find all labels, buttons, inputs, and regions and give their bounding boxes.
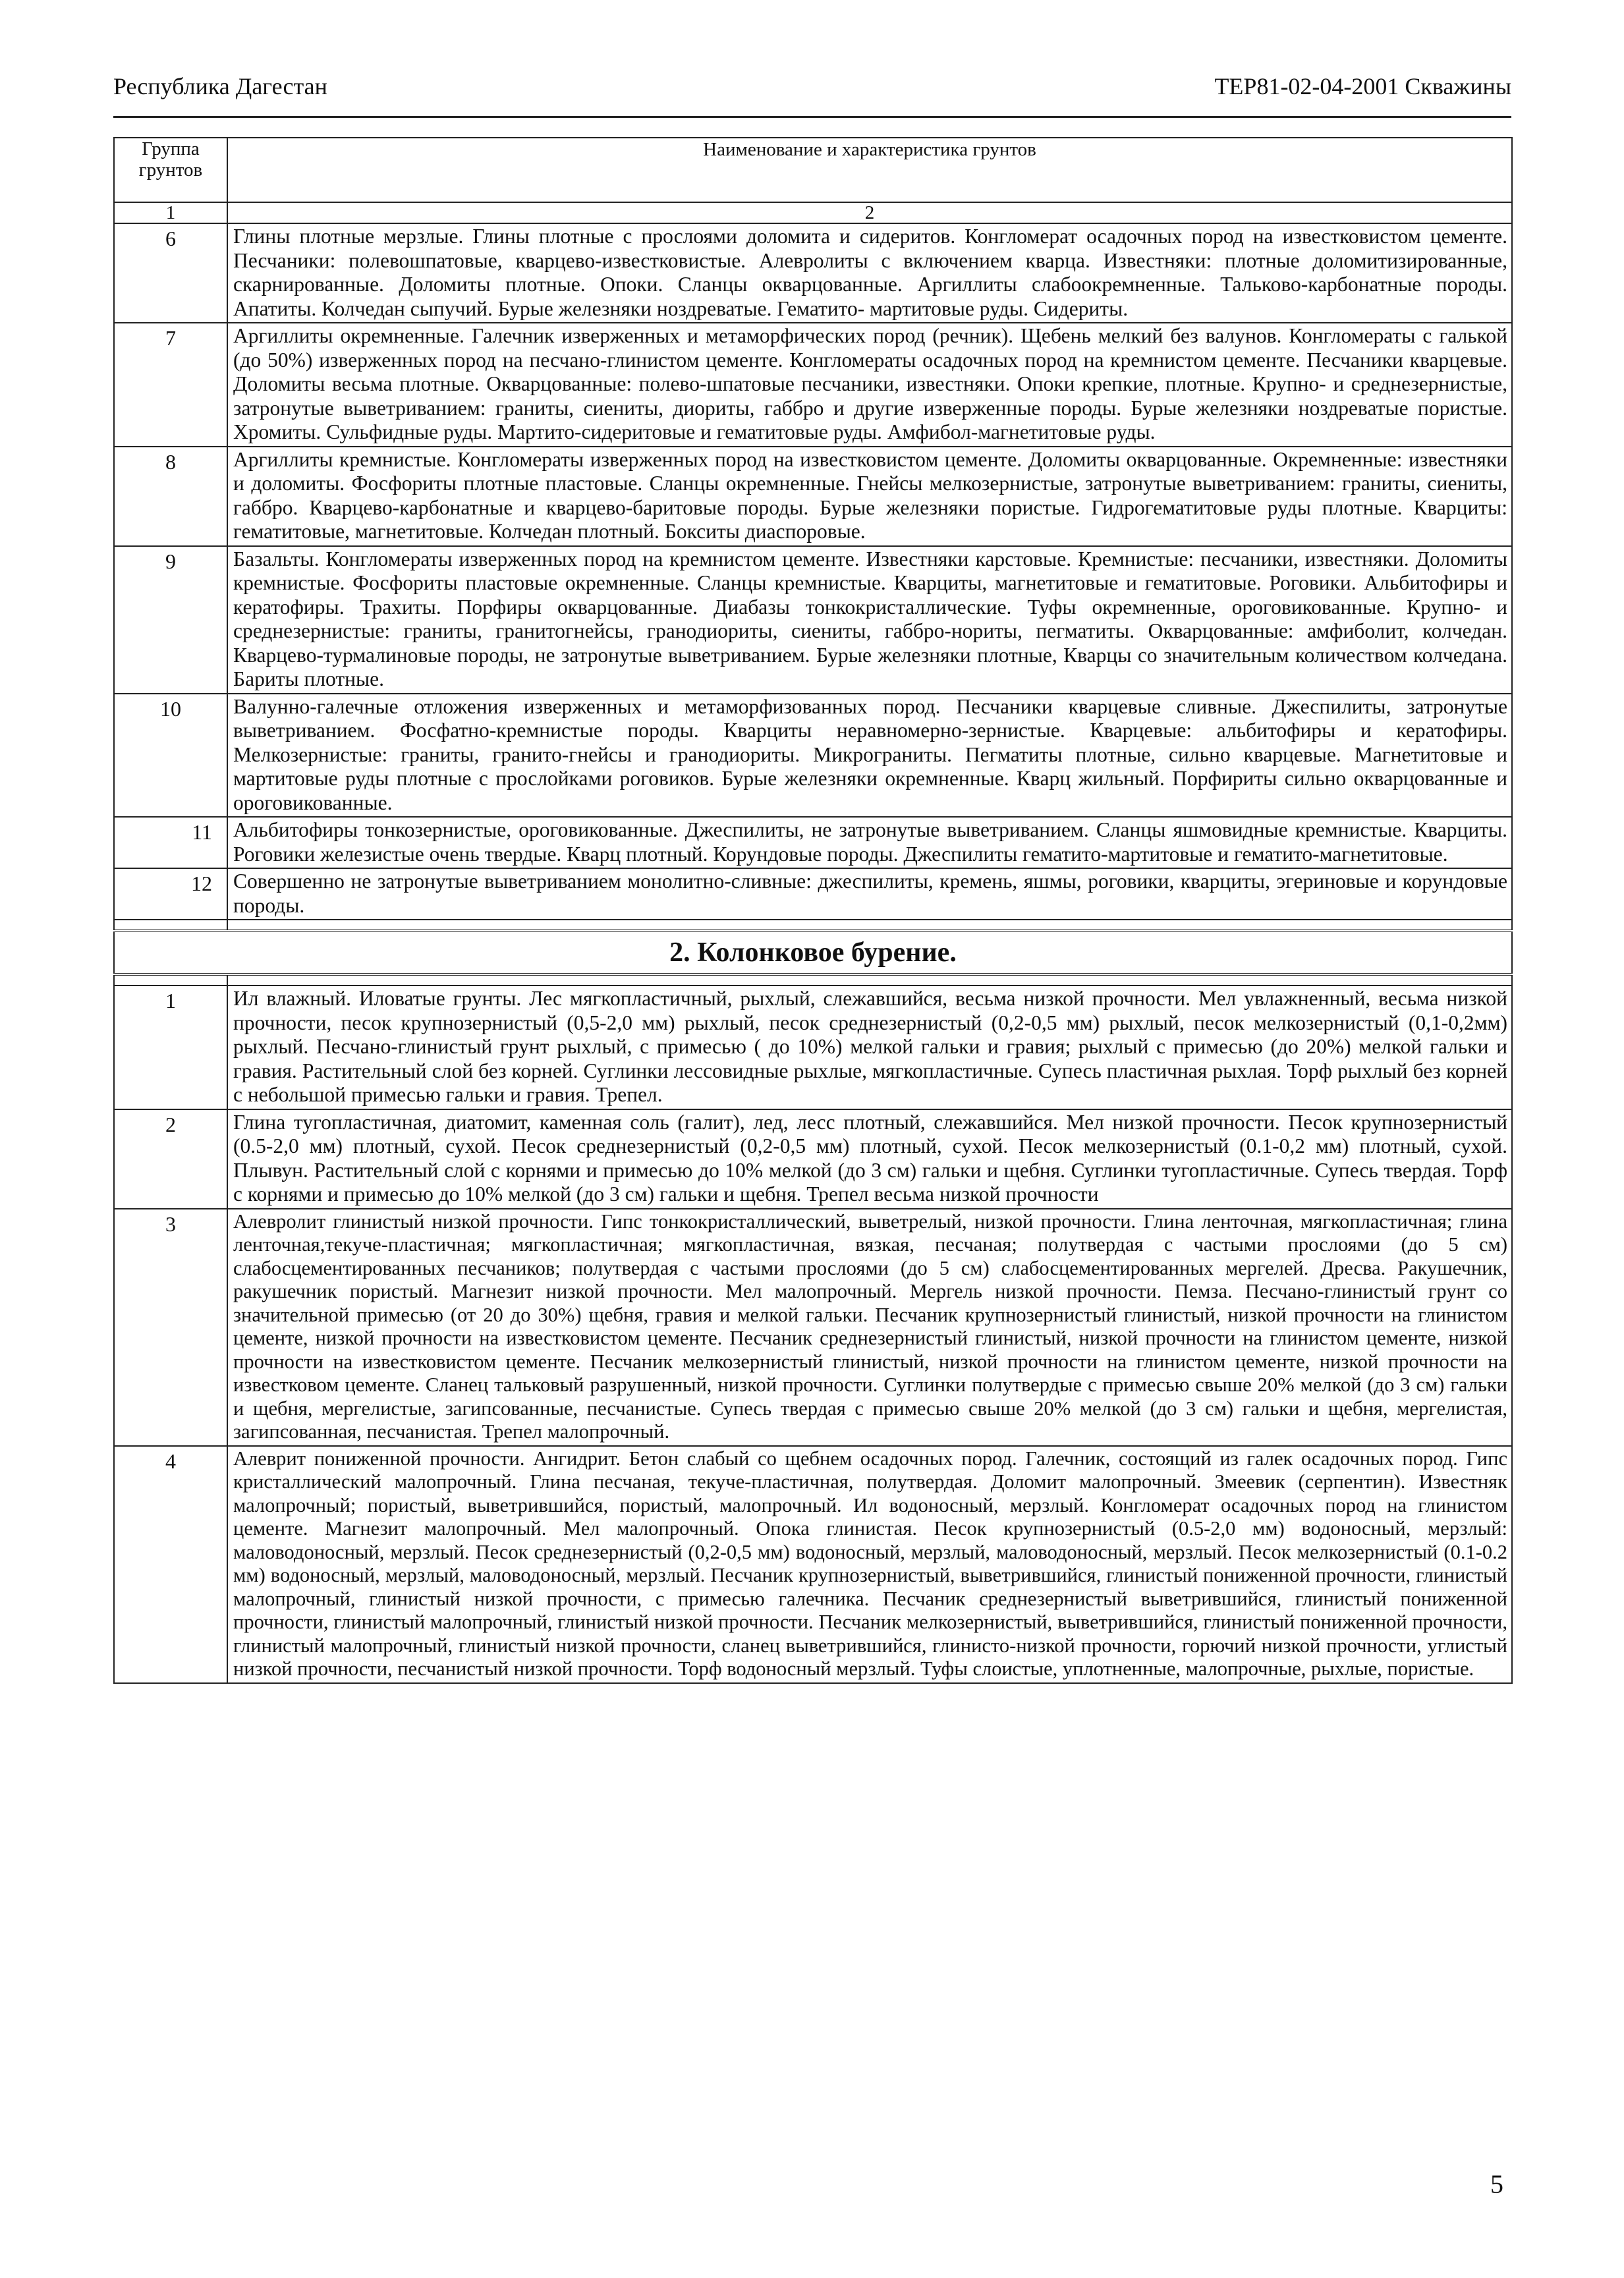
- table-spacer: [114, 974, 1512, 986]
- page-header: [113, 69, 1511, 118]
- table-row: [114, 223, 1512, 323]
- group-number: 7: [114, 323, 227, 447]
- table-row: [114, 1446, 1512, 1683]
- column-number-row: [114, 202, 1512, 223]
- group-number: 1: [114, 986, 227, 1109]
- group-number: 2: [114, 1109, 227, 1209]
- soil-description: Алевролит глинистый низкой прочности. Гипс тонкокристаллический, выветрелый, низкой прочности. Глина ленточная, мягкопластичная; глина ленточная,текуче-пластичная; мягкопластичная; мягкопластичная, вязкая, песчаная; полутвердая с частыми прослоями (до 5 см) слабосцементированных песчаников; полутвердая с частыми прослоями (до 5 см) слабосцементированных мергелей. Дресва. Ракушечник, ракушечник пористый. Магнезит низкой прочности. Мел малопрочный. Мергель низкой прочности. Пемза. Песчано-глинистый грунт со значительной примесью (от 20 до 30%) щебня, гравия и мелкой гальки. Песчаник крупнозернистый глинистый, низкой прочности на глинистом цементе, низкой прочности на известковистом цементе. Песчаник среднезернистый глинистый, низкой прочности на глинистом цементе, низкой прочности на известковистом цементе. Песчаник мелкозернистый глинистый, низкой прочности на глинистом цементе, низкой прочности на известковом цементе. Сланец тальковый разрушенный, низкой прочности. Суглинки полутвердые с примесью свыше 20% мелкой (до 3 см) гальки и щебня, мергелистые, загипсованные, песчанистые. Супесь твердая с примесью свыше 20% мелкой (до 3 см) гальки и щебня, мергелистая, загипсованная, песчанистая. Трепел малопрочный.: [227, 1209, 1512, 1446]
- col-header-group: Группа грунтов: [114, 138, 227, 202]
- group-number: 3: [114, 1209, 227, 1446]
- table-spacer: [114, 920, 1512, 931]
- section-title: 2. Колонковое бурение.: [114, 931, 1512, 974]
- table-header-row: [114, 138, 1512, 202]
- soil-description: Альбитофиры тонкозернистые, ороговикованные. Джеспилиты, не затронутые выветриванием. Сланцы яшмовидные кремнистые. Кварциты. Роговики железистые очень твердые. Кварц плотный. Корундовые породы. Джеспилиты гематито-мартитовые и гематито-магнетитовые.: [227, 817, 1512, 868]
- soil-description: Аргиллиты окремненные. Галечник изверженных и метаморфических пород (речник). Щебень мелкий без валунов. Конгломераты с галькой (до 50%) изверженных пород на песчано-глинистом цементе. Конгломераты осадочных пород на кремнистом цементе. Песчаники кварцевые. Доломиты весьма плотные. Окварцованные: полево-шпатовые песчаники, известняки. Опоки крепкие, плотные. Крупно- и среднезернистые, затронутые выветриванием: граниты, сиениты, диориты, габбро и другие изверженные породы. Бурые железняки ноздреватые пористые. Хромиты. Сульфидные руды. Мартито-сидеритовые и гематитовые руды. Амфибол-магнетитовые руды.: [227, 323, 1512, 447]
- soil-description: Глина тугопластичная, диатомит, каменная соль (галит), лед, лесс плотный, слежавшийся. Мел низкой прочности. Песок крупнозернистый (0.5-2,0 мм) плотный, сухой. Песок среднезернистый (0,2-0,5 мм) плотный, сухой. Песок мелкозернистый (0.1-0,2 мм) плотный, сухой. Плывун. Растительный слой с корнями и примесью до 10% мелкой (до 3 см) гальки и щебня. Суглинки тугопластичные. Супесь твердая. Торф с корнями и примесью до 10% мелкой (до 3 см) гальки и щебня. Трепел весьма низкой прочности: [227, 1109, 1512, 1209]
- group-number: 11: [114, 817, 227, 868]
- col-number-1: 1: [114, 202, 227, 223]
- soil-description: Аргиллиты кремнистые. Конгломераты изверженных пород на известковистом цементе. Доломиты окварцованные. Окремненные: известняки и доломиты. Фосфориты плотные пластовые. Сланцы окремненные. Гнейсы мелкозернистые, затронутые выветриванием: граниты, сиениты, габбро. Кварцево-карбонатные и кварцево-баритовые породы. Бурые железняки пористые. Гидрогематитовые руды плотные. Кварциты: гематитовые, магнетитовые. Колчедан плотный. Бокситы диаспоровые.: [227, 447, 1512, 546]
- group-number: 12: [114, 868, 227, 920]
- table-row: [114, 817, 1512, 868]
- col-header-name: Наименование и характеристика грунтов: [227, 138, 1512, 202]
- group-number: 6: [114, 223, 227, 323]
- table-row: [114, 1209, 1512, 1446]
- group-number: 9: [114, 546, 227, 694]
- soil-description: Валунно-галечные отложения изверженных и метаморфизованных пород. Песчаники кварцевые сливные. Джеспилиты, затронутые выветриванием. Фосфатно-кремнистые породы. Кварциты неравномерно-зернистые. Кварцевые: альбитофиры и кератофиры. Мелкозернистые: граниты, гранито-гнейсы и гранодиориты. Микрограниты. Пегматиты плотные, сильно кварцевые. Магнетитовые и мартитовые руды плотные с прослойками роговиков. Бурые железняки окремненные. Кварц жильный. Порфириты сильно окварцованные и ороговикованные.: [227, 694, 1512, 818]
- table-row: [114, 323, 1512, 447]
- soil-groups-table: [113, 137, 1513, 1684]
- soil-description: Алеврит пониженной прочности. Ангидрит. Бетон слабый со щебнем осадочных пород. Галечник, состоящий из галек осадочных пород. Гипс кристаллический малопрочный. Глина песчаная, текуче-пластичная, полутвердая. Доломит малопрочный. Змеевик (серпентин). Известняк малопрочный; пористый, выветрившийся, пористый, малопрочный. Ил водоносный, мерзлый. Конгломерат осадочных пород на глинистом цементе. Магнезит малопрочный. Мел малопрочный. Опока глинистая. Песок крупнозернистый (0.5-2,0 мм) водоносный, мерзлый: маловодоносный, мерзлый. Песок среднезернистый (0,2-0,5 мм) водоносный, мерзлый, маловодоносный, мерзлый. Песок мелкозернистый (0.1-0.2 мм) водоносный, мерзлый, маловодоносный, мерзлый. Песчаник крупнозернистый, выветрившийся, глинистый пониженной прочности, глинистый малопрочный, глинистый низкой прочности, с примесью галечника. Песчаник среднезернистый выветрившийся, глинистый пониженной прочности, глинистый малопрочный, глинистый низкой прочности. Песчаник мелкозернистый, выветрившийся, глинистый пониженной прочности, глинистый малопрочный, глинистый низкой прочности, сланец выветрившийся, глинисто-низкой прочности, горючий низкой прочности, углистый низкой прочности, песчанистый низкой прочности. Торф водоносный мерзлый. Туфы слоистые, уплотненные, малопрочные, рыхлые, пористые.: [227, 1446, 1512, 1683]
- section-row: [114, 931, 1512, 974]
- header-region: Республика Дагестан: [113, 73, 327, 99]
- soil-description: Ил влажный. Иловатые грунты. Лес мягкопластичный, рыхлый, слежавшийся, весьма низкой прочности. Мел увлажненный, весьма низкой прочности, песок крупнозернистый (0,5-2,0 мм) рыхлый, песок среднезернистый (0,2-0,5 мм) рыхлый, песок мелкозернистый (0,1-0,2мм) рыхлый. Песчано-глинистый грунт рыхлый, с примесью ( до 10%) мелкой гальки и гравия; рыхлый с примесью (до 20%) мелкой гальки и гравия. Растительный слой без корней. Суглинки лессовидные рыхлые, мягкопластичные. Супесь пластичная рыхлая. Торф рыхлый без корней с небольшой примесью гальки и гравия. Трепел.: [227, 986, 1512, 1109]
- table-row: [114, 546, 1512, 694]
- page-number: 5: [1490, 2169, 1503, 2199]
- header-document-code: ТЕР81-02-04-2001 Скважины: [1214, 73, 1511, 99]
- soil-description: Базальты. Конгломераты изверженных пород на кремнистом цементе. Известняки карстовые. Кремнистые: песчаники, известняки. Доломиты кремнистые. Фосфориты пластовые окремненные. Сланцы кремнистые. Кварциты, магнетитовые и гематитовые. Роговики. Альбитофиры и кератофиры. Трахиты. Порфиры окварцованные. Диабазы тонкокристаллические. Туфы окремненные, ороговикованные. Крупно- и среднезернистые: граниты, гранитогнейсы, гранодиориты, сиениты, габбро-нориты, пегматиты. Окварцованные: амфиболит, колчедан. Кварцево-турмалиновые породы, не затронутые выветриванием. Бурые железняки плотные, Кварцы со значительным количеством колчедана. Бариты плотные.: [227, 546, 1512, 694]
- table-row: [114, 868, 1512, 920]
- table-row: [114, 447, 1512, 546]
- group-number: 10: [114, 694, 227, 818]
- col-number-2: 2: [227, 202, 1512, 223]
- group-number: 8: [114, 447, 227, 546]
- group-number: 4: [114, 1446, 227, 1683]
- soil-description: Совершенно не затронутые выветриванием монолитно-сливные: джеспилиты, кремень, яшмы, роговики, кварциты, эгериновые и корундовые породы.: [227, 868, 1512, 920]
- table-row: [114, 986, 1512, 1109]
- table-row: [114, 694, 1512, 818]
- table-row: [114, 1109, 1512, 1209]
- soil-description: Глины плотные мерзлые. Глины плотные с прослоями доломита и сидеритов. Конгломерат осадочных пород на известковистом цементе. Песчаники: полевошпатовые, кварцево-известковистые. Алевролиты с включением кварца. Известняки: плотные доломитизированные, скарнированные. Доломиты плотные. Опоки. Сланцы окварцованные. Аргиллиты слабоокремненные. Тальково-карбонатные породы. Апатиты. Колчедан сыпучий. Бурые железняки ноздреватые. Гематито- мартитовые руды. Сидериты.: [227, 223, 1512, 323]
